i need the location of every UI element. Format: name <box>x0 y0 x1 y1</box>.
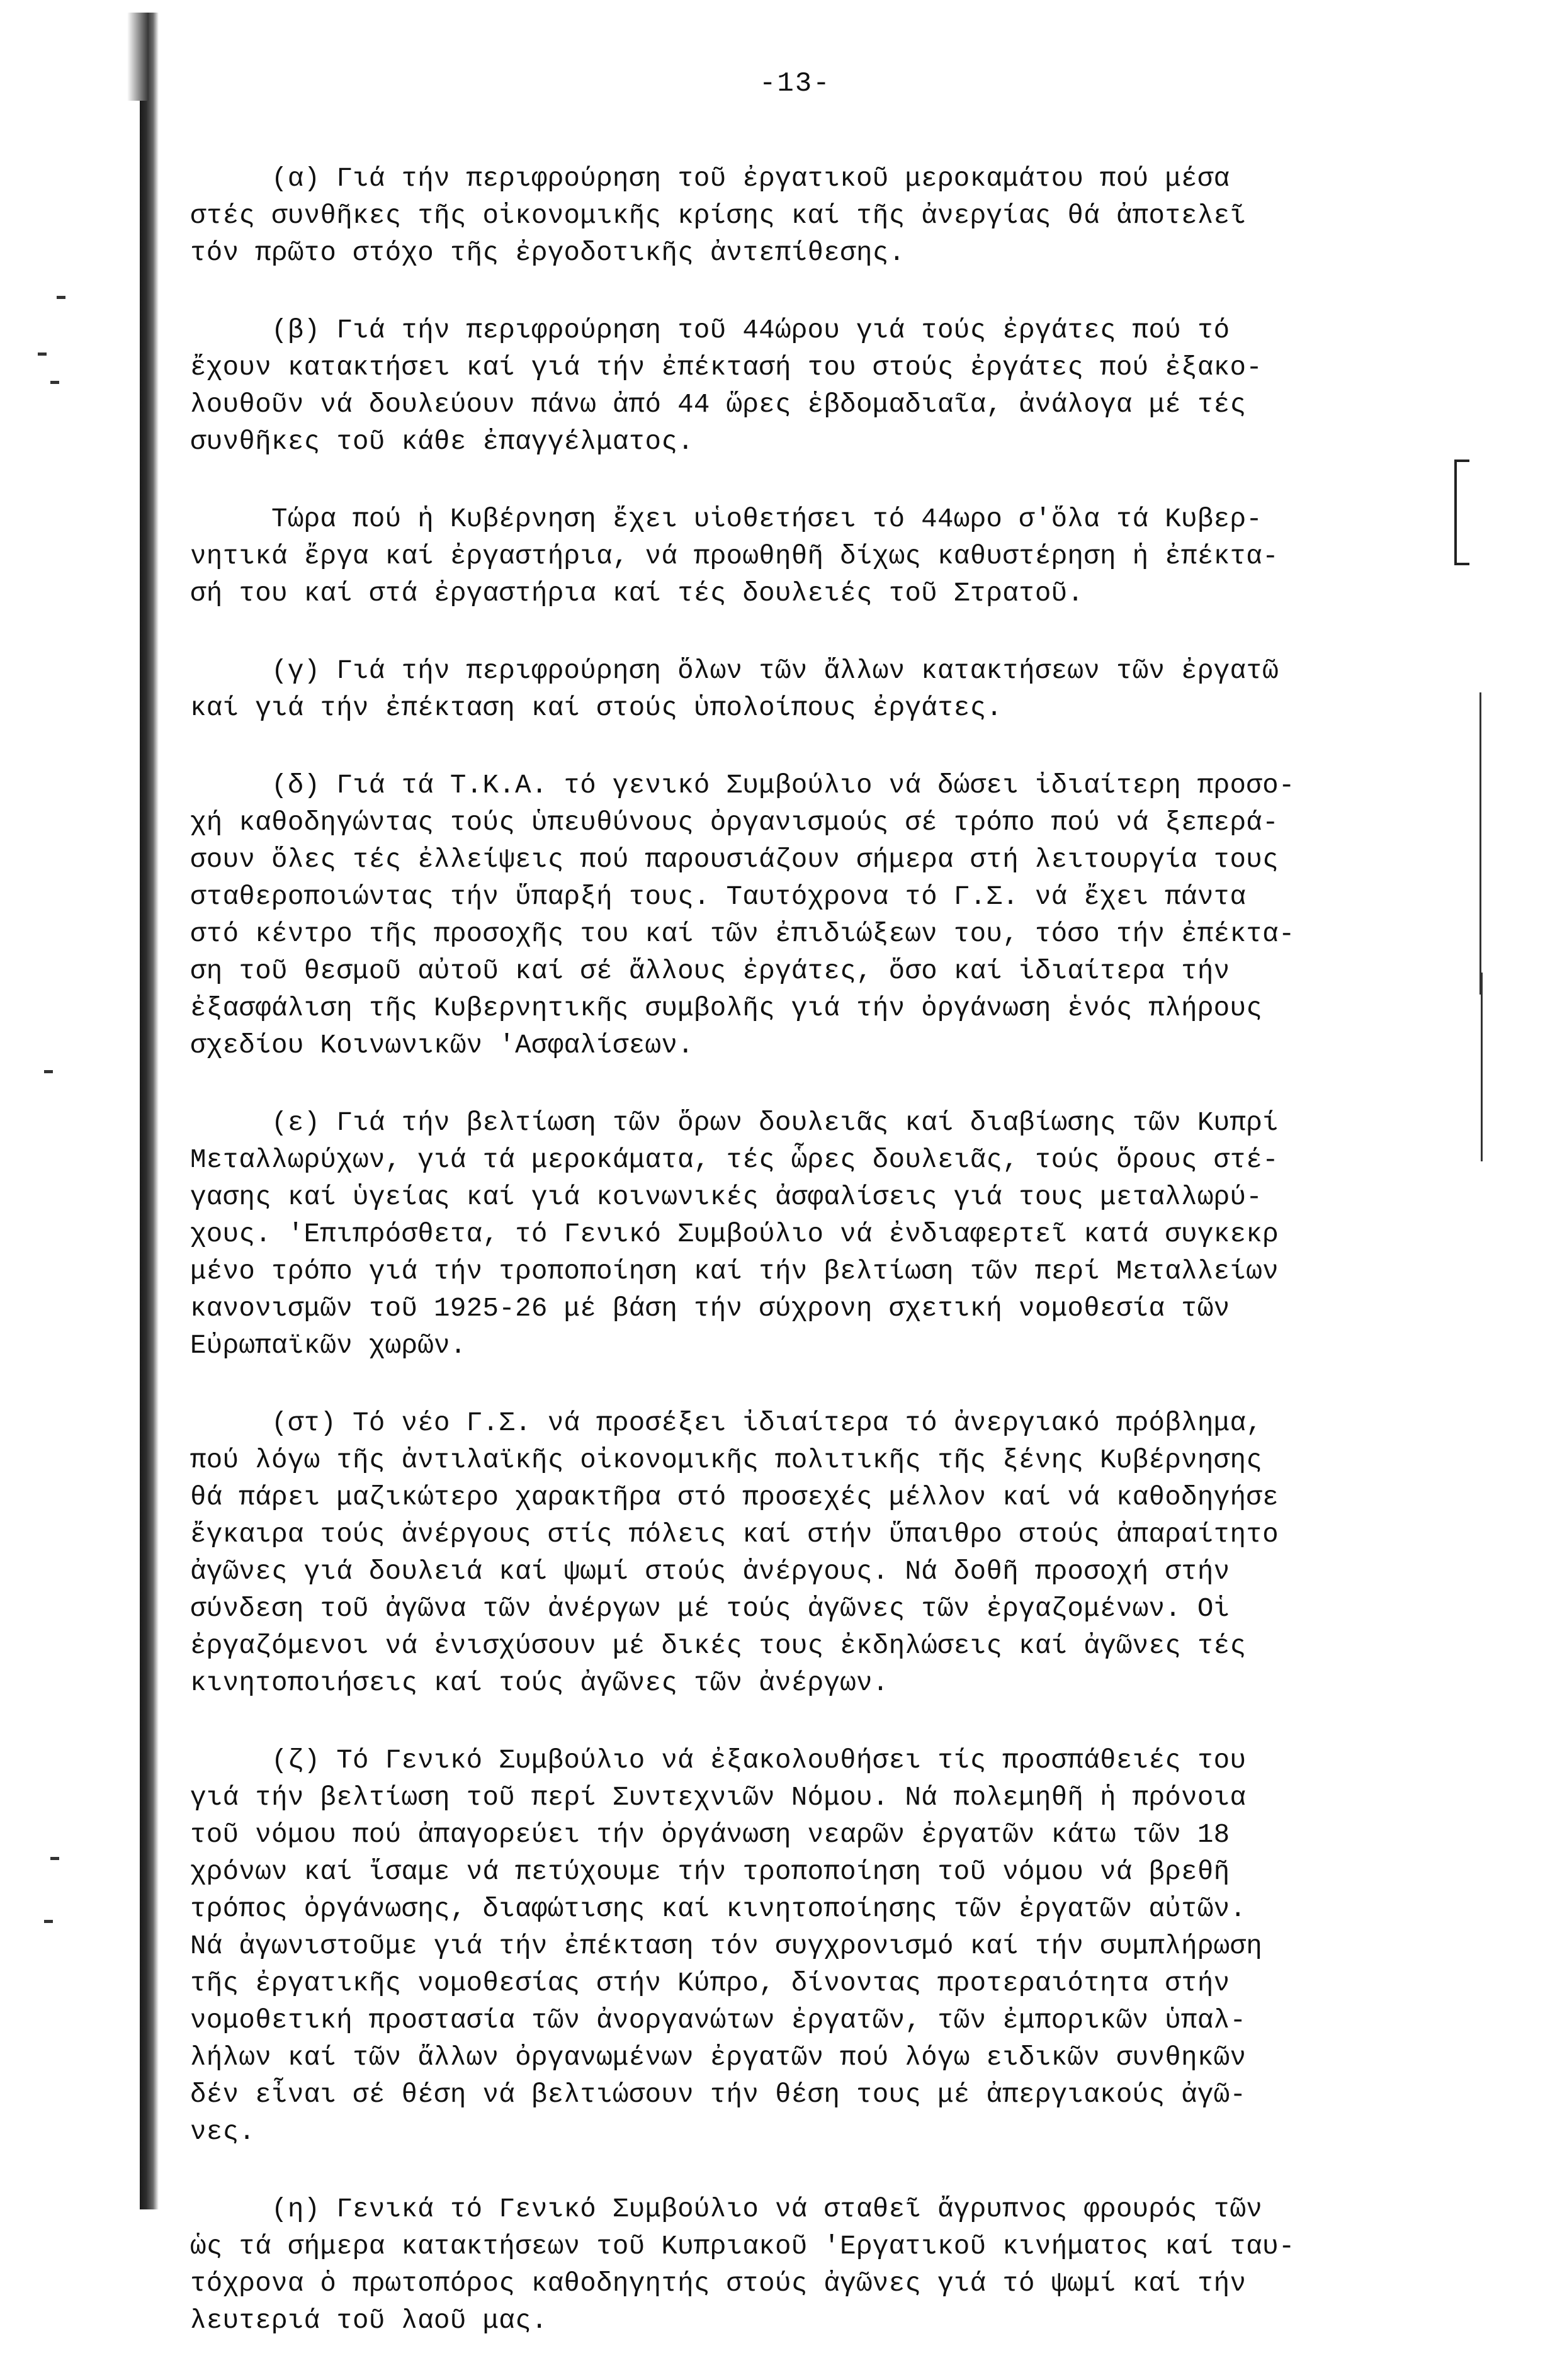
page-number: -13- <box>759 68 831 99</box>
document-body <box>190 161 1449 2380</box>
paragraph-f: (στ) Τό νέο Γ.Σ. νά προσέξει ἰδιαίτερα τό ἀνεργιακό πρόβλημα, πού λόγω τῆς ἀντιλαϊκῆς οἰκονομικῆς πολιτικῆς τῆς ξένης Κυβέρνησης θά πάρει μαζικώτερο χαρακτῆρα στό προσεχές μέλλον καί νά καθοδηγήσε ἔγκαιρα τούς ἀνέργους στίς πόλεις καί στήν ὕπαιθρο στούς ἀπαραίτητο ἀγῶνες γιά δουλειά καί ψωμί στούς ἀνέργους. Νά δοθῆ προσοχή στήν σύνδεση τοῦ ἀγῶνα τῶν ἀνέργων μέ τούς ἀγῶνες τῶν ἐργαζομένων. Οἱ ἐργαζόμενοι νά ἐνισχύσουν μέ δικές τους ἐκδηλώσεις καί ἀγῶνες τές κινητοποιήσεις καί τούς ἀγῶνες τῶν ἀνέργων. <box>190 1408 1279 1698</box>
paragraph-d: (δ) Γιά τά Τ.Κ.Α. τό γενικό Συμβούλιο νά δώσει ἰδιαίτερη προσο- χή καθοδηγώντας τούς ὑπευθύνους ὀργανισμούς σέ τρόπο πού νά ξεπερά- σουν ὅλες τές ἐλλείψεις πού παρουσιάζουν σήμερα στή λειτουργία τους σταθεροποιώντας τήν ὕπαρξή τους. Ταυτόχρονα τό Γ.Σ. νά ἔχει πάντα στό κέντρο τῆς προσοχῆς του καί τῶν ἐπιδιώξεων του, τόσο τήν ἐπέκτα- ση τοῦ θεσμοῦ αὐτοῦ καί σέ ἄλλους ἐργάτες, ὅσο καί ἰδιαίτερα τήν ἐξασφάλιση τῆς Κυβερνητικῆς συμβολῆς γιά τήν ὀργάνωση ἑνός πλήρους σχεδίου Κοινωνικῶν 'Ασφαλίσεων. <box>190 770 1295 1061</box>
binding-edge <box>140 13 159 2209</box>
paragraph-b-note: Τώρα πού ἡ Κυβέρνηση ἔχει υἱοθετήσει τό 44ωρο σ'ὅλα τά Κυβερ- νητικά ἔργα καί ἐργαστήρια, νά προωθηθῆ δίχως καθυστέρηση ἡ ἐπέκτα- σή του καί στά ἐργαστήρια καί τές δουλειές τοῦ Στρατοῦ. <box>190 504 1279 609</box>
scan-speck <box>57 296 65 299</box>
paragraph-g: (ζ) Τό Γενικό Συμβούλιο νά ἐξακολουθήσει τίς προσπάθειές του γιά τήν βελτίωση τοῦ περί Συντεχνιῶν Νόμου. Νά πολεμηθῆ ἡ πρόνοια τοῦ νόμου πού ἀπαγορεύει τήν ὀργάνωση νεαρῶν ἐργατῶν κάτω τῶν 18 χρόνων καί ἴσαμε νά πετύχουμε τήν τροποποίηση τοῦ νόμου νά βρεθῆ τρόπος ὀργάνωσης, διαφώτισης καί κινητοποίησης τῶν ἐργατῶν αὐτῶν. Νά ἀγωνιστοῦμε γιά τήν ἐπέκταση τόν συγχρονισμό καί τήν συμπλήρωση τῆς ἐργατικῆς νομοθεσίας στήν Κύπρο, δίνοντας προτεραιότητα στήν νομοθετική προστασία τῶν ἀνοργανώτων ἐργατῶν, τῶν ἐμπορικῶν ὑπαλ- λήλων καί τῶν ἄλλων ὀργανωμένων ἐργατῶν πού λόγω ειδικῶν συνθηκῶν δέν εἶναι σέ θέση νά βελτιώσουν τήν θέση τους μέ ἀπεργιακούς ἀγῶ- νες. <box>190 1746 1263 2147</box>
scan-speck <box>50 381 59 384</box>
scan-speck <box>44 1070 53 1073</box>
scan-speck <box>50 1857 59 1860</box>
scan-speck <box>38 352 47 356</box>
paragraph-a: (α) Γιά τήν περιφρούρηση τοῦ ἐργατικοῦ μεροκαμάτου πού μέσα στές συνθῆκες τῆς οἰκονομικῆς κρίσης καί τῆς ἀνεργίας θά ἀποτελεῖ τόν πρῶτο στόχο τῆς ἐργοδοτικῆς ἀντεπίθεσης. <box>190 164 1247 268</box>
paragraph-c: (γ) Γιά τήν περιφρούρηση ὅλων τῶν ἄλλων κατακτήσεων τῶν ἐργατῶ καί γιά τήν ἐπέκταση καί στούς ὑπολοίπους ἐργάτες. <box>190 656 1279 723</box>
margin-bracket <box>1454 460 1469 565</box>
paragraph-b: (β) Γιά τήν περιφρούρηση τοῦ 44ώρου γιά τούς ἐργάτες πού τό ἔχουν κατακτήσει καί γιά τήν ἐπέκτασή του στούς ἐργάτες πού ἐξακο- λουθοῦν νά δουλεύουν πάνω ἀπό 44 ὥρες ἑβδομαδιαῖα, ἀνάλογα μέ τές συνθῆκες τοῦ κάθε ἐπαγγέλματος. <box>190 315 1263 457</box>
margin-line-secondary <box>1481 973 1483 1161</box>
scan-speck <box>44 1920 53 1923</box>
paragraph-h: (η) Γενικά τό Γενικό Συμβούλιο νά σταθεῖ ἄγρυπνος φρουρός τῶν ὡς τά σήμερα κατακτήσεων τοῦ Κυπριακοῦ 'Εργατικοῦ κινήματος καί ταυ- τόχρονα ὁ πρωτοπόρος καθοδηγητής στούς ἀγῶνες γιά τό ψωμί καί τήν λευτεριά τοῦ λαοῦ μας. <box>190 2194 1295 2336</box>
margin-line <box>1479 692 1481 995</box>
paragraph-e: (ε) Γιά τήν βελτίωση τῶν ὅρων δουλειᾶς καί διαβίωσης τῶν Κυπρί Μεταλλωρύχων, γιά τά μεροκάματα, τές ὧρες δουλειᾶς, τούς ὅρους στέ- γασης καί ὑγείας καί γιά κοινωνικές ἀσφαλίσεις γιά τους μεταλλωρύ- χους. 'Επιπρόσθετα, τό Γενικό Συμβούλιο νά ἐνδιαφερτεῖ κατά συγκεκρ μένο τρόπο γιά τήν τροποποίηση καί τήν βελτίωση τῶν περί Μεταλλείων κανονισμῶν τοῦ 1925-26 μέ βάση τήν σύχρονη σχετική νομοθεσία τῶν Εὐρωπαϊκῶν χωρῶν. <box>190 1108 1279 1361</box>
